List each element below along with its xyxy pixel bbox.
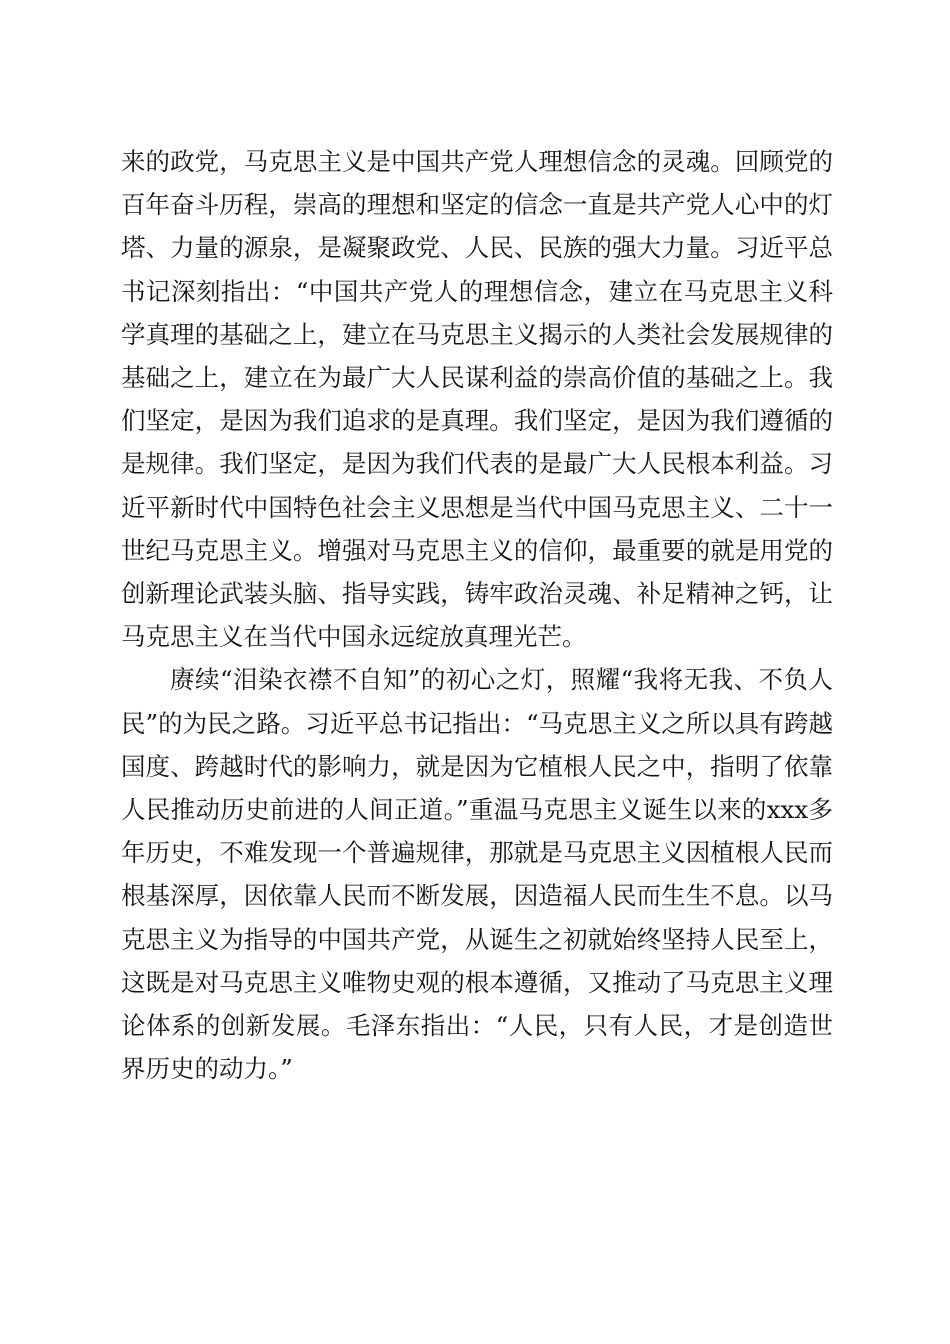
paragraph-2: 赓续“泪染衣襟不自知”的初心之灯，照耀“我将无我、不负人民”的为民之路。习近平总书记指出：“马克思主义之所以具有跨越国度、跨越时代的影响力，就是因为它植根人民之中，指明了依靠人民推动历史前进的人间正道。”重温马克思主义诞生以来的xxx多年历史，不难发现一个普遍规律，那就是马克思主义因植根人民而根基深厚，因依靠人民而不断发展，因造福人民而生生不息。以马克思主义为指导的中国共产党，从诞生之初就始终坚持人民至上，这既是对马克思主义唯物史观的根本遵循，又推动了马克思主义理论体系的创新发展。毛泽东指出：“人民，只有人民，才是创造世界历史的动力。” — [121, 665, 833, 1084]
document-body — [121, 140, 833, 1090]
paragraph-1: 来的政党，马克思主义是中国共产党人理想信念的灵魂。回顾党的百年奋斗历程，崇高的理想和坚定的信念一直是共产党人心中的灯塔、力量的源泉，是凝聚政党、人民、民族的强大力量。习近平总书记深刻指出：“中国共产党人的理想信念，建立在马克思主义科学真理的基础之上，建立在马克思主义揭示的人类社会发展规律的基础之上，建立在为最广大人民谋利益的崇高价值的基础之上。我们坚定，是因为我们追求的是真理。我们坚定，是因为我们遵循的是规律。我们坚定，是因为我们代表的是最广大人民根本利益。习近平新时代中国特色社会主义思想是当代中国马克思主义、二十一世纪马克思主义。增强对马克思主义的信仰，最重要的就是用党的创新理论武装头脑、指导实践，铸牢政治灵魂、补足精神之钙，让马克思主义在当代中国永远绽放真理光芒。 — [121, 147, 833, 652]
